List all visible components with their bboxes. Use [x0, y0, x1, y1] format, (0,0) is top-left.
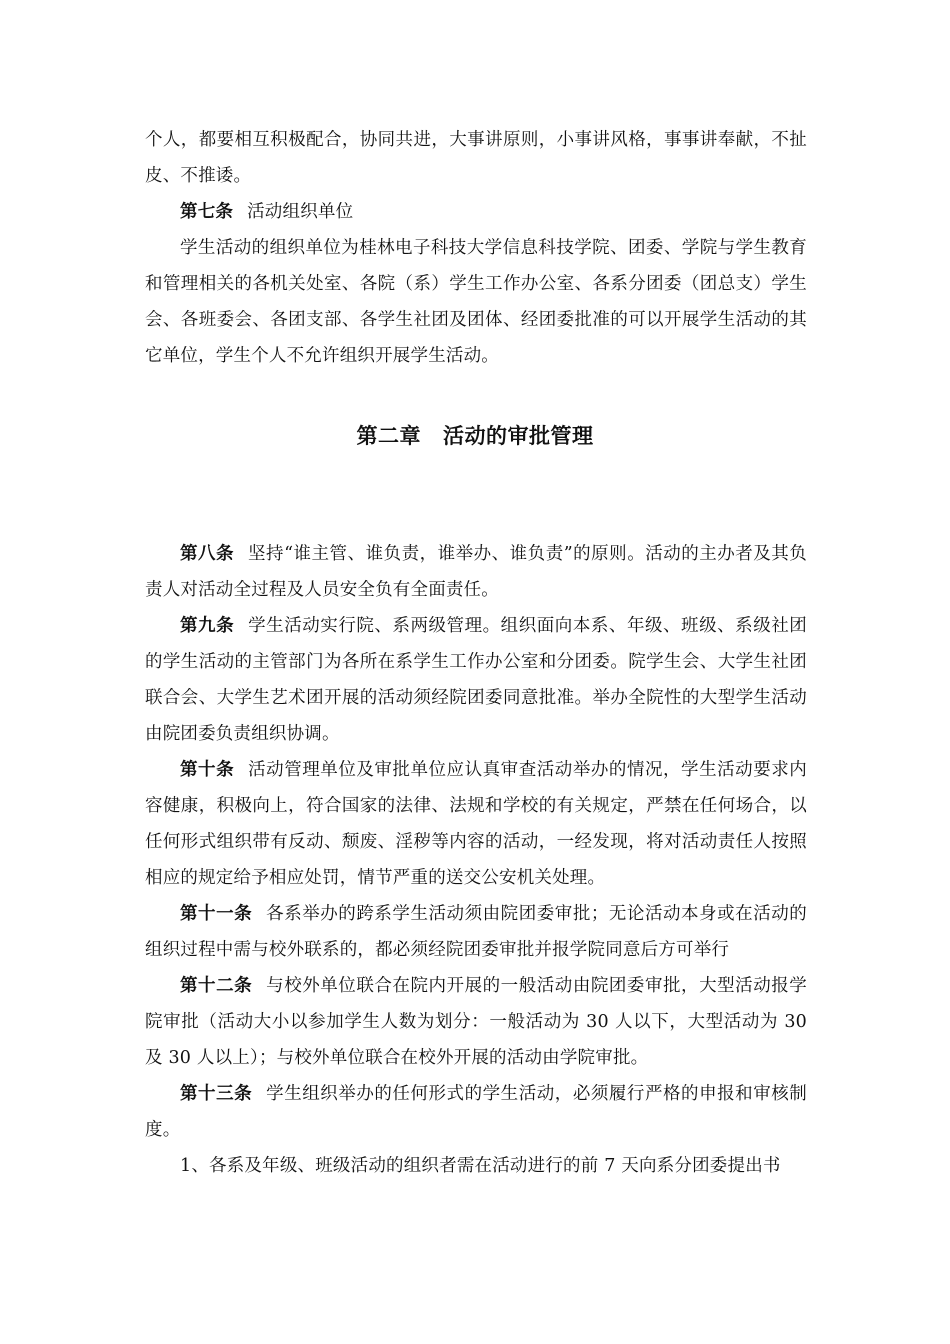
section-article-7 — [145, 122, 807, 374]
article-13-body: 学生组织举办的任何形式的学生活动，必须履行严格的申报和审核制度。 — [145, 1084, 807, 1140]
article-12-label: 第十二条 — [180, 976, 253, 996]
article-13 — [145, 1076, 807, 1148]
article-11-body: 各系举办的跨系学生活动须由院团委审批；无论活动本身或在活动的组织过程中需与校外联系的，都必须经院团委审批并报学院同意后方可举行 — [145, 904, 807, 960]
article-8-label: 第八条 — [180, 544, 235, 564]
article-13-label: 第十三条 — [180, 1084, 253, 1104]
article-10 — [145, 752, 807, 896]
paragraph-continuation: 个人，都要相互积极配合，协同共进，大事讲原则，小事讲风格，事事讲奉献，不扯皮、不推诿。 — [145, 130, 807, 186]
article-10-label: 第十条 — [180, 760, 235, 780]
article-9-body: 学生活动实行院、系两级管理。组织面向本系、年级、班级、系级社团的学生活动的主管部门为各所在系学生工作办公室和分团委。院学生会、大学生社团联合会、大学生艺术团开展的活动须经院团委同意批准。举办全院性的大型学生活动由院团委负责组织协调。 — [145, 616, 807, 744]
article-8 — [145, 536, 807, 608]
article-7-body: 学生活动的组织单位为桂林电子科技大学信息科技学院、团委、学院与学生教育和管理相关的各机关处室、各院（系）学生工作办公室、各系分团委（团总支）学生会、各班委会、各团支部、各学生社团及团体、经团委批准的可以开展学生活动的其它单位，学生个人不允许组织开展学生活动。 — [145, 238, 807, 366]
section-articles-8-13 — [145, 536, 807, 1184]
article-12 — [145, 968, 807, 1076]
chapter-title: 活动的审批管理 — [443, 423, 594, 448]
chapter-number: 第二章 — [356, 423, 421, 448]
article-9-label: 第九条 — [180, 616, 235, 636]
article-11-label: 第十一条 — [180, 904, 253, 924]
list-item-1: 1、各系及年级、班级活动的组织者需在活动进行的前 7 天向系分团委提出书 — [180, 1156, 781, 1176]
article-11 — [145, 896, 807, 968]
article-8-body: 坚持“谁主管、谁负责，谁举办、谁负责”的原则。活动的主办者及其负责人对活动全过程及人员安全负有全面责任。 — [145, 544, 807, 600]
article-10-body: 活动管理单位及审批单位应认真审查活动举办的情况，学生活动要求内容健康，积极向上，符合国家的法律、法规和学校的有关规定，严禁在任何场合，以任何形式组织带有反动、颓废、淫秽等内容的活动，一经发现，将对活动责任人按照相应的规定给予相应处罚，情节严重的送交公安机关处理。 — [145, 760, 807, 888]
article-12-body: 与校外单位联合在院内开展的一般活动由院团委审批，大型活动报学院审批（活动大小以参加学生人数为划分：一般活动为 30 人以下，大型活动为 30 及 30 人以上）；与校外单位联合在校外开展的活动由学院审批。 — [145, 976, 807, 1068]
article-9 — [145, 608, 807, 752]
article-7-label: 第七条 — [180, 202, 234, 222]
article-7-title: 活动组织单位 — [247, 202, 354, 222]
chapter-heading — [0, 420, 950, 450]
article-7-heading — [145, 194, 807, 230]
